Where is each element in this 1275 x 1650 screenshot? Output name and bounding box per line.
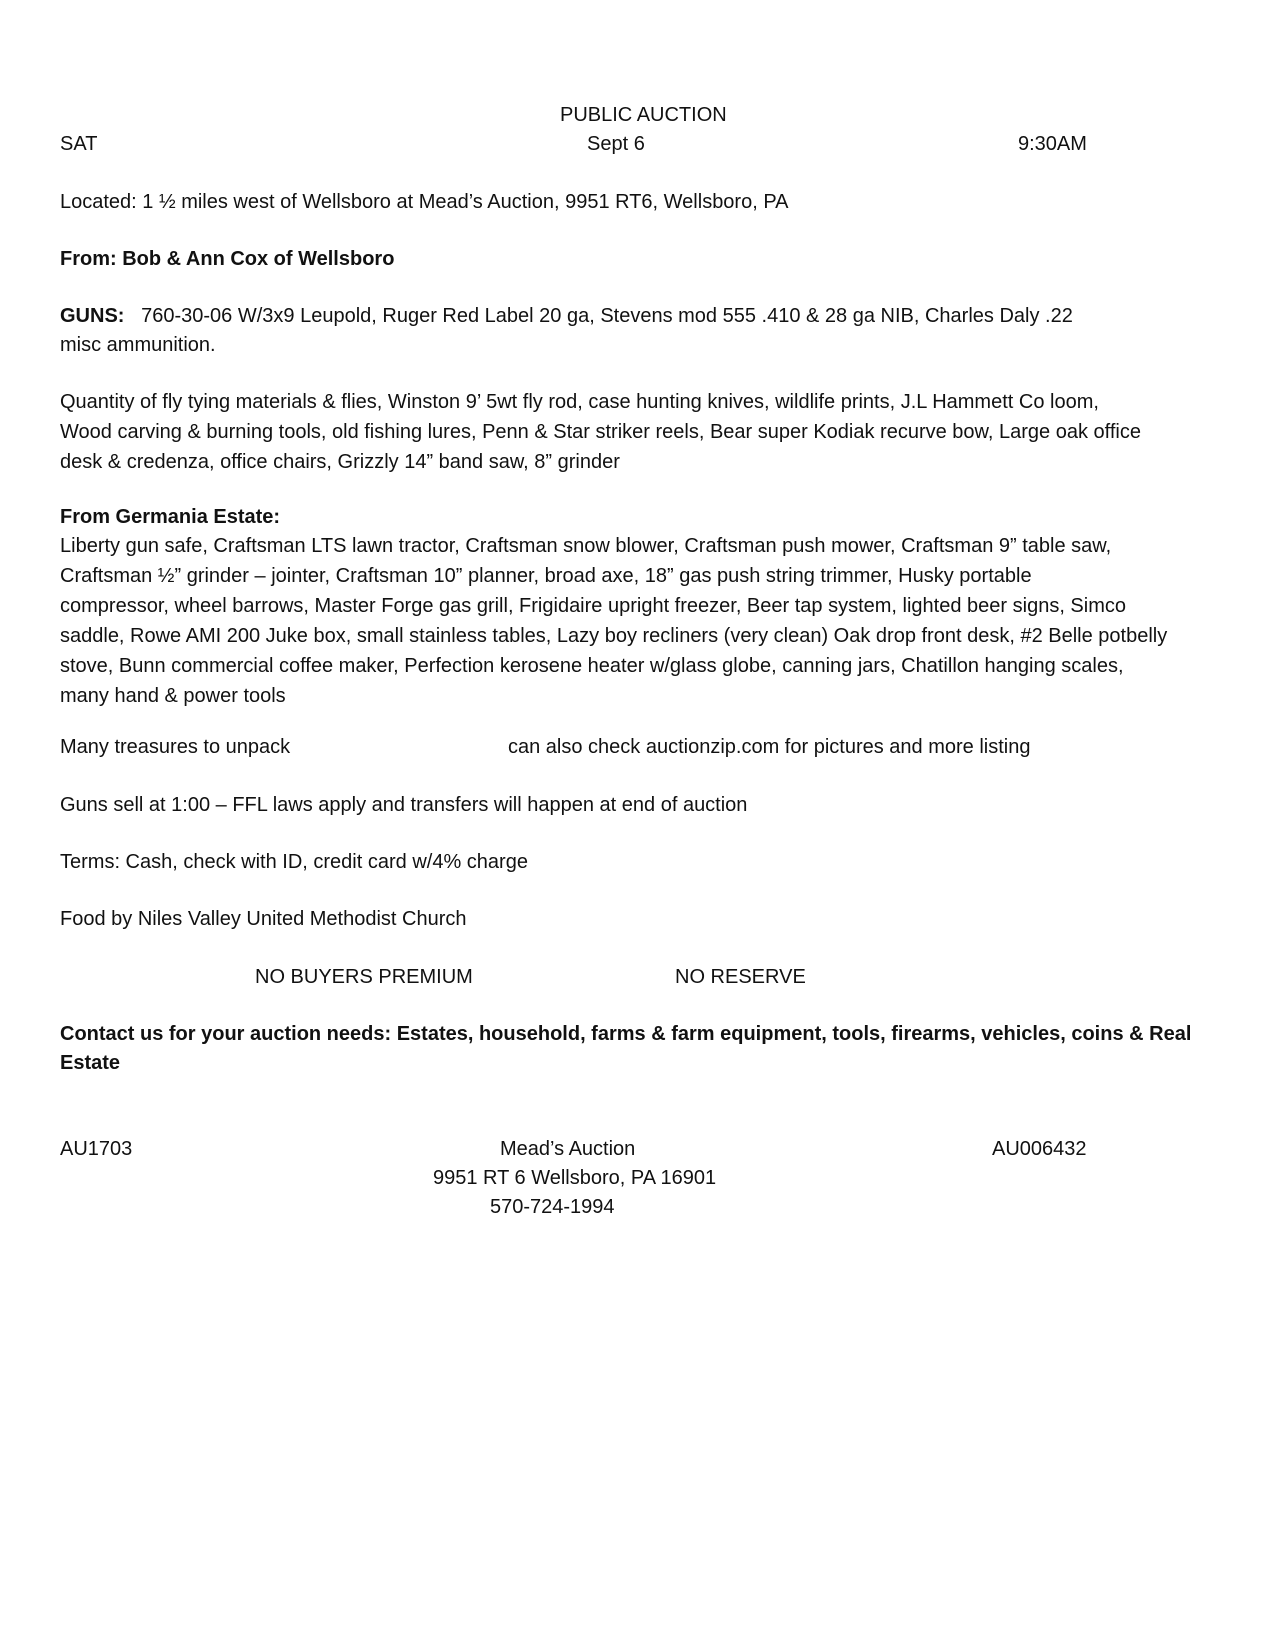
guns-list-cont: misc ammunition. (60, 334, 216, 356)
license-right: AU006432 (992, 1138, 1087, 1160)
estate-line: Craftsman ½” grinder – jointer, Craftsman 10” planner, broad axe, 18” gas push string trimmer, Husky portable (60, 565, 1032, 587)
auction-date: Sept 6 (587, 133, 645, 155)
items-line: Wood carving & burning tools, old fishing lures, Penn & Star striker reels, Bear super Kodiak recurve bow, Large oak office (60, 421, 1141, 443)
page-title: PUBLIC AUCTION (560, 104, 727, 126)
contact-line-cont: Estate (60, 1052, 121, 1074)
estate-heading: From Germania Estate: (60, 506, 281, 528)
estate-line: saddle, Rowe AMI 200 Juke box, small stainless tables, Lazy boy recliners (very clean) Oak drop front desk, #2 Belle potbelly (60, 625, 1168, 647)
guns-label: GUNS: (60, 305, 125, 327)
guns-sale-note: Guns sell at 1:00 – FFL laws apply and transfers will happen at end of auction (60, 794, 748, 816)
items-line: desk & credenza, office chairs, Grizzly 14” band saw, 8” grinder (60, 451, 620, 473)
guns-line (60, 301, 1073, 331)
items-line: Quantity of fly tying materials & flies, Winston 9’ 5wt fly rod, case hunting knives, wildlife prints, J.L Hammett Co loom, (60, 391, 1099, 413)
terms-line: Terms: Cash, check with ID, credit card w/4% charge (60, 851, 528, 873)
estate-paragraph (60, 531, 1220, 711)
location-line: Located: 1 ½ miles west of Wellsboro at Mead’s Auction, 9951 RT6, Wellsboro, PA (60, 191, 789, 213)
auctionzip-note: can also check auctionzip.com for pictures and more listing (508, 736, 1031, 758)
estate-line: stove, Bunn commercial coffee maker, Perfection kerosene heater w/glass globe, canning jars, Chatillon hanging scales, (60, 655, 1124, 677)
company-phone: 570-724-1994 (490, 1196, 615, 1218)
license-left: AU1703 (60, 1138, 133, 1160)
food-line: Food by Niles Valley United Methodist Church (60, 908, 467, 930)
company-name: Mead’s Auction (500, 1138, 636, 1160)
auction-time: 9:30AM (1018, 133, 1087, 155)
no-reserve: NO RESERVE (675, 966, 806, 988)
estate-line: Liberty gun safe, Craftsman LTS lawn tractor, Craftsman snow blower, Craftsman push mower, Craftsman 9” table saw, (60, 535, 1112, 557)
estate-line: many hand & power tools (60, 685, 286, 707)
contact-line: Contact us for your auction needs: Estates, household, farms & farm equipment, tools, firearms, vehicles, coins & Real (60, 1023, 1192, 1045)
auction-day: SAT (60, 133, 98, 155)
items-paragraph (60, 387, 1220, 477)
no-buyers-premium: NO BUYERS PREMIUM (255, 966, 473, 988)
treasures-note: Many treasures to unpack (60, 736, 291, 758)
estate-line: compressor, wheel barrows, Master Forge gas grill, Frigidaire upright freezer, Beer tap system, lighted beer signs, Simco (60, 595, 1126, 617)
consignor-line: From: Bob & Ann Cox of Wellsboro (60, 248, 395, 270)
guns-list: 760-30-06 W/3x9 Leupold, Ruger Red Label 20 ga, Stevens mod 555 .410 & 28 ga NIB, Charles Daly .22 (141, 305, 1073, 327)
company-address: 9951 RT 6 Wellsboro, PA 16901 (433, 1167, 717, 1189)
